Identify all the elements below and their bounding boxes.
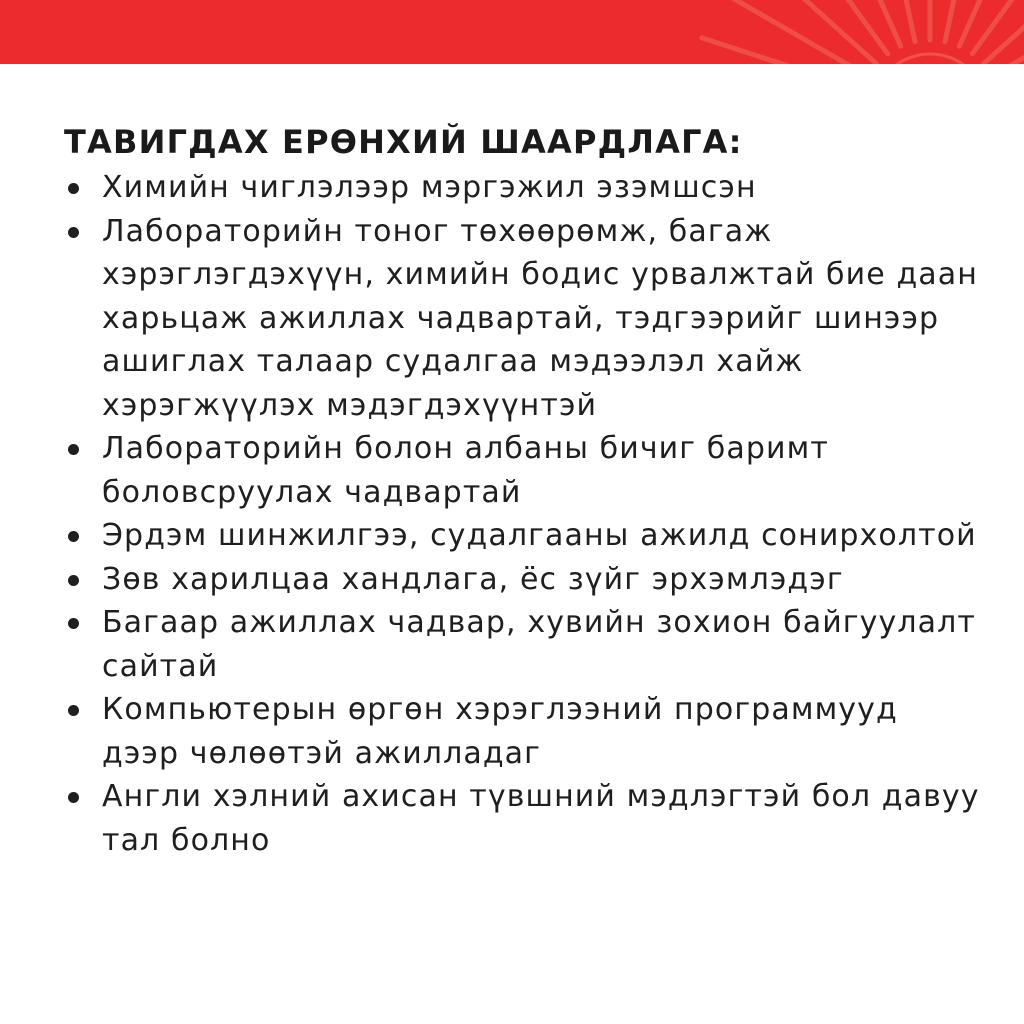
requirement-text: Зөв харилцаа хандлага, ёс зүйг эрхэмлэдэг (102, 561, 844, 597)
requirement-text: Лабораторийн тоног төхөөрөмж, багаж хэрэглэгдэхүүн, химийн бодис урвалжтай бие даан харьцаж ажиллах чадвартай, тэдгээрийг шинээр ашиглах талаар судалгаа мэдээлэл хайж хэрэгжүүлэх мэдэгдэхүүнтэй (102, 213, 978, 423)
bullet-icon (68, 575, 79, 586)
requirement-item (64, 210, 984, 428)
sunburst-ray (722, 0, 867, 64)
bullet-icon (68, 444, 79, 455)
requirement-item (64, 166, 984, 210)
requirements-section (64, 118, 984, 862)
requirement-text: Химийн чиглэлээр мэргэжил эзэмшсэн (102, 170, 757, 205)
bullet-icon (68, 792, 79, 803)
requirements-list (64, 166, 984, 862)
requirement-item (64, 775, 984, 862)
bullet-icon (68, 705, 79, 716)
top-banner (0, 0, 1024, 64)
requirement-item (64, 427, 984, 514)
requirement-text: Лабораторийн болон албаны бичиг баримт боловсруулах чадвартай (102, 431, 829, 510)
requirement-text: Компьютерын өргөн хэрэглээний программууд дээр чөлөөтэй ажилладаг (102, 692, 898, 771)
sunburst-ray (972, 0, 1024, 54)
bullet-icon (68, 531, 79, 542)
requirement-text: Эрдэм шинжилгээ, судалгааны ажилд сонирхолтой (102, 518, 977, 553)
section-heading: ТАВИГДАХ ЕРӨНХИЙ ШААРДЛАГА: (64, 123, 743, 161)
sunburst-decoration (0, 0, 1024, 64)
requirement-item (64, 558, 984, 602)
requirement-item (64, 688, 984, 775)
requirement-item (64, 514, 984, 558)
bullet-icon (68, 183, 79, 194)
bullet-icon (68, 618, 79, 629)
requirement-item (64, 601, 984, 688)
bullet-icon (68, 227, 79, 238)
requirement-text: Англи хэлний ахисан түвшний мэдлэгтэй бол давуу тал болно (102, 779, 980, 858)
requirement-text: Багаар ажиллах чадвар, хувийн зохион байгуулалт сайтай (102, 605, 976, 684)
